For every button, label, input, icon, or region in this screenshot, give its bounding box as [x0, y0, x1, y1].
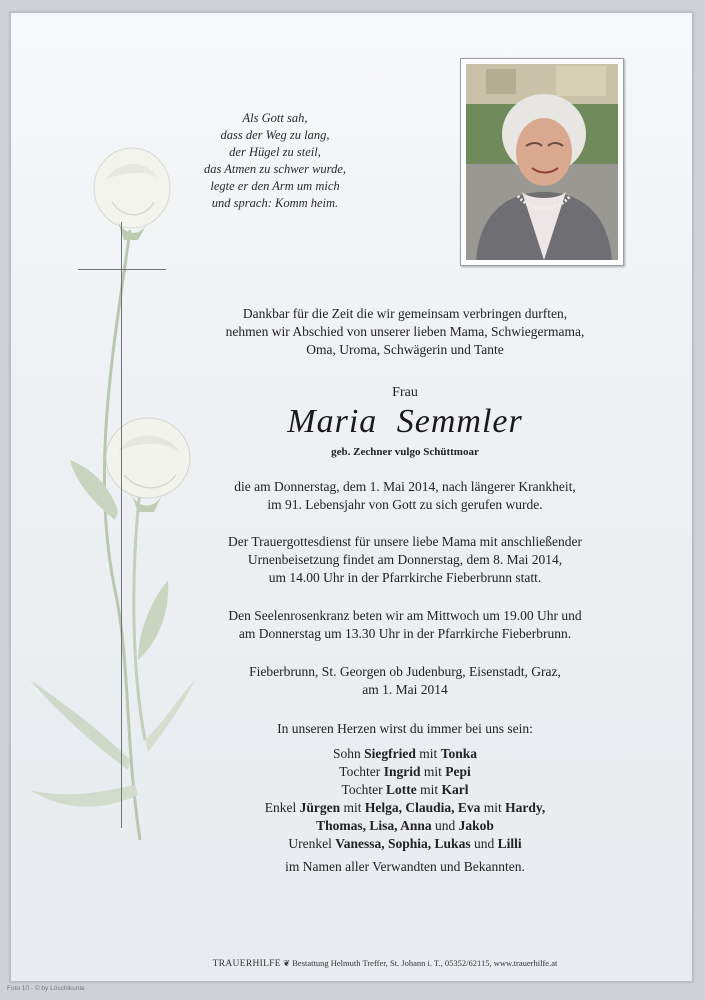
relation-label: Tochter	[341, 782, 383, 797]
intro-text	[190, 305, 620, 359]
cross-horizontal-line	[78, 269, 166, 270]
footer-logo-icon: ❦	[283, 958, 291, 968]
relation-label: Tochter	[339, 764, 381, 779]
family-name: Jürgen	[299, 800, 341, 815]
intro-line: Dankbar für die Zeit die wir gemeinsam verbringen durften,	[242, 306, 568, 321]
connector: mit	[419, 746, 438, 761]
funeral-line: um 14.00 Uhr in der Pfarrkirche Fieberbrunn statt.	[268, 570, 542, 585]
connector: mit	[423, 764, 442, 779]
portrait-image	[466, 64, 618, 260]
family-name: Tonka	[440, 746, 477, 761]
portrait-photo	[460, 58, 624, 266]
date-line: am 1. Mai 2014	[362, 682, 448, 697]
family-row-grandchildren	[190, 799, 620, 817]
death-notice-line: die am Donnerstag, dem 1. Mai 2014, nach längerer Krankheit,	[234, 479, 576, 494]
relation-label: Urenkel	[288, 836, 332, 851]
funeral-info	[190, 533, 620, 587]
family-name: Hardy,	[505, 800, 546, 815]
poem-line: und sprach: Komm heim.	[211, 196, 339, 210]
cross-vertical-line	[121, 222, 122, 828]
connector: mit	[343, 800, 362, 815]
connector: mit	[420, 782, 439, 797]
poem-line: legte er den Arm um mich	[210, 179, 340, 193]
relation-label: Enkel	[264, 800, 297, 815]
family-name: Thomas, Lisa, Anna	[316, 818, 432, 833]
poem-line: dass der Weg zu lang,	[220, 128, 330, 142]
birth-name: geb. Zechner vulgo Schüttmoar	[331, 446, 479, 458]
family-row-son	[190, 745, 620, 763]
death-notice	[190, 478, 620, 514]
hearts-line: In unseren Herzen wirst du immer bei uns sein:	[277, 721, 533, 736]
family-name: Helga, Claudia, Eva	[364, 800, 481, 815]
family-name: Lilli	[497, 836, 522, 851]
salutation: Frau	[392, 385, 418, 400]
footer	[150, 958, 620, 969]
connector: und	[473, 836, 495, 851]
family-list	[190, 745, 620, 853]
family-row-grandchildren-cont	[190, 817, 620, 835]
family-name: Karl	[441, 782, 469, 797]
deceased-name: Maria Semmler	[287, 403, 523, 440]
connector: mit	[483, 800, 502, 815]
family-name: Vanessa, Sophia, Lukas	[335, 836, 471, 851]
place-date	[190, 663, 620, 699]
poem-line: Als Gott sah,	[242, 111, 308, 125]
family-name: Ingrid	[383, 764, 421, 779]
funeral-line: Urnenbeisetzung findet am Donnerstag, dem 8. Mai 2014,	[247, 552, 563, 567]
rosary-line: Den Seelenrosenkranz beten wir am Mittwoch um 19.00 Uhr und	[228, 608, 582, 623]
family-row-great-grandchildren	[190, 835, 620, 853]
poem	[150, 110, 400, 212]
place-line: Fieberbrunn, St. Georgen ob Judenburg, Eisenstadt, Graz,	[249, 664, 561, 679]
poem-line: der Hügel zu steil,	[229, 145, 321, 159]
closing-line: im Namen aller Verwandten und Bekannten.	[285, 859, 525, 874]
connector: und	[435, 818, 456, 833]
rosary-info	[190, 607, 620, 643]
family-row-daughter	[190, 763, 620, 781]
white-rose-illustration	[20, 140, 210, 880]
family-name: Lotte	[385, 782, 417, 797]
footer-brand: TRAUERHILFE	[212, 959, 281, 969]
family-name: Jakob	[458, 818, 494, 833]
intro-line: nehmen wir Abschied von unserer lieben Mama, Schwiegermama,	[225, 324, 585, 339]
family-name: Pepi	[445, 764, 471, 779]
death-notice-line: im 91. Lebensjahr von Gott zu sich gerufen wurde.	[267, 497, 543, 512]
photo-credit: Foto 10 - © by Löschikunte	[7, 985, 85, 992]
poem-line: das Atmen zu schwer wurde,	[203, 162, 346, 176]
family-row-daughter	[190, 781, 620, 799]
intro-line: Oma, Uroma, Schwägerin und Tante	[306, 342, 504, 357]
footer-text: Bestattung Helmuth Treffer, St. Johann i. T., 05352/62115, www.trauerhilfe.at	[292, 958, 558, 968]
rosary-line: am Donnerstag um 13.30 Uhr in der Pfarrkirche Fieberbrunn.	[238, 626, 572, 641]
relation-label: Sohn	[333, 746, 361, 761]
funeral-line: Der Trauergottesdienst für unsere liebe Mama mit anschließender	[227, 534, 583, 549]
family-name: Siegfried	[364, 746, 416, 761]
